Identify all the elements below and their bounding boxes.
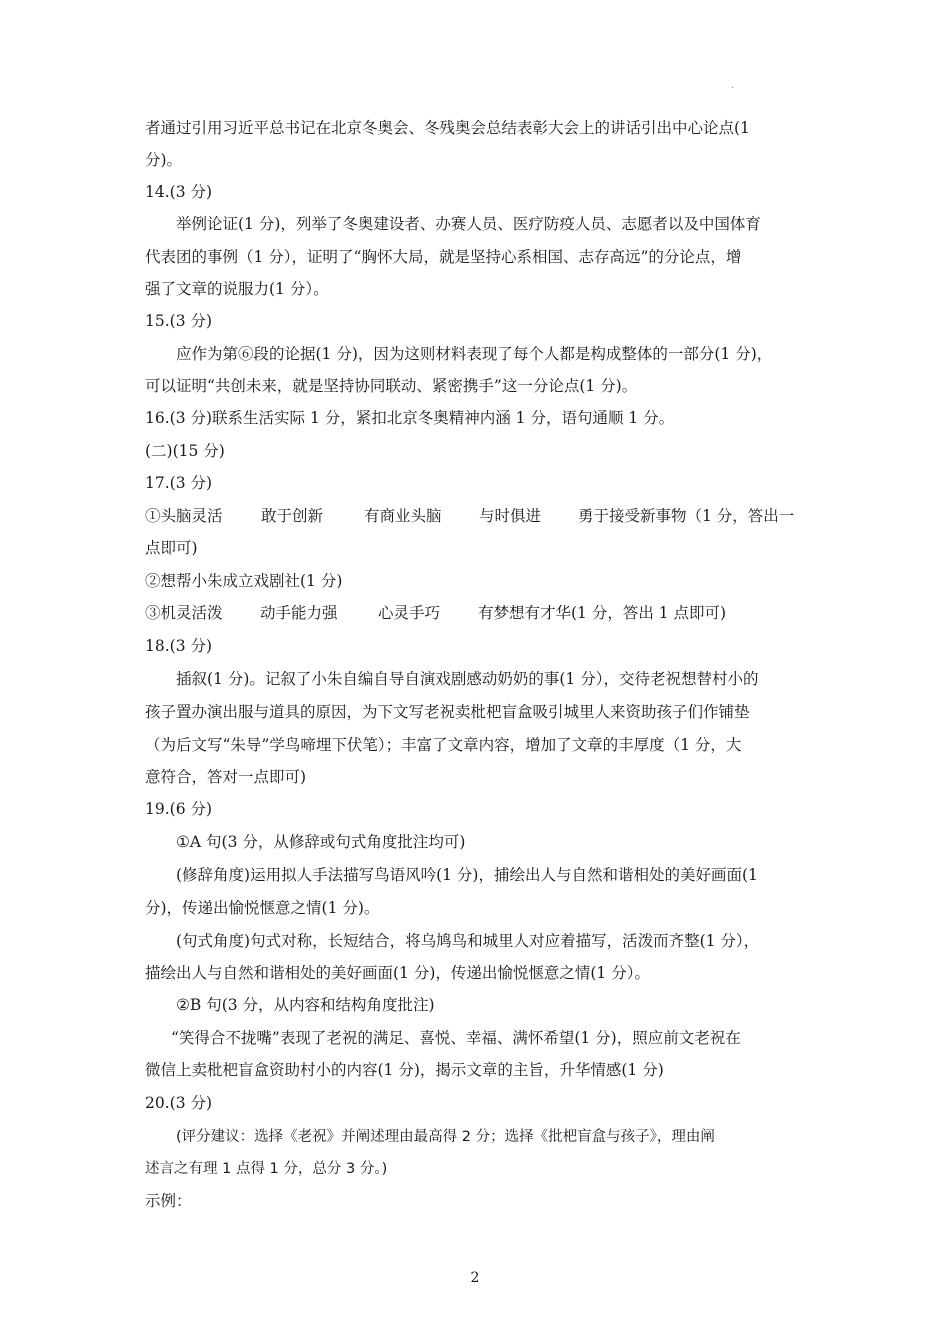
question-heading: 14.(3 分) — [145, 183, 213, 201]
text-line: 插叙(1 分)。记叙了小朱自编自导自演戏剧感动奶奶的事(1 分），交待老祝想替村小的 — [176, 670, 759, 688]
text-line: 者通过引用习近平总书记在北京冬奥会、冬残奥会总结表彰大会上的讲话引出中心论点(1 — [145, 119, 750, 137]
text-line: 分)，传递出愉悦惬意之情(1 分)。 — [145, 899, 380, 917]
scoring-note: 述言之有理 1 点得 1 分，总分 3 分。) — [145, 1161, 388, 1177]
text-line: “笑得合不拢嘴”表现了老祝的满足、喜悦、幸福、满怀希望(1 分)，照应前文老祝在 — [171, 1029, 741, 1047]
text-line: ①A 句(3 分，从修辞或句式角度批注均可) — [176, 833, 466, 851]
text-line: ②B 句(3 分，从内容和结构角度批注) — [176, 996, 435, 1014]
question-heading: 18.(3 分) — [145, 637, 213, 655]
question-heading: 17.(3 分) — [145, 474, 213, 492]
page-number: 2 — [470, 1270, 480, 1286]
answer-point: 敢于创新 — [261, 507, 324, 525]
question-heading: 15.(3 分) — [145, 312, 213, 330]
question-heading: 16.(3 分)联系生活实际 1 分，紧扣北京冬奥精神内涵 1 分，语句通顺 1 分。 — [145, 409, 675, 427]
answer-points-line — [145, 602, 810, 624]
answer-point: 有商业头脑 — [364, 507, 442, 525]
text-line: 意符合，答对一点即可) — [145, 768, 307, 786]
answer-point: 心灵手巧 — [378, 604, 441, 622]
text-line: 可以证明“共创未来，就是坚持协同联动、紧密携手”这一分论点(1 分)。 — [145, 377, 638, 395]
question-heading: 20.(3 分) — [145, 1094, 213, 1112]
answer-point: ③机灵活泼 — [145, 604, 223, 622]
text-line: 微信上卖枇杷盲盒资助村小的内容(1 分)，揭示文章的主旨，升华情感(1 分) — [145, 1061, 664, 1079]
section-heading: (二)(15 分) — [145, 442, 225, 460]
scoring-note: (评分建议：选择《老祝》并阐述理由最高得 2 分；选择《批杷盲盒与孩子》，理由阐 — [176, 1129, 715, 1145]
text-line: (句式角度)句式对称，长短结合，将乌鸠鸟和城里人对应着描写，活泼而齐整(1 分）， — [176, 932, 760, 950]
text-line: 应作为第⑥段的论据(1 分)，因为这则材料表现了每个人都是构成整体的一部分(1 分)， — [176, 345, 773, 363]
text-line: （为后文写“朱导”学鸟啼埋下伏笔）；丰富了文章内容，增加了文章的丰厚度（1 分，大 — [145, 736, 742, 754]
answer-points-line — [145, 505, 810, 527]
text-line: 强了文章的说服力(1 分）。 — [145, 280, 329, 298]
answer-point: 动手能力强 — [260, 604, 338, 622]
text-line: 示例： — [145, 1192, 192, 1210]
question-heading: 19.(6 分) — [145, 800, 213, 818]
text-line: 分)。 — [145, 151, 183, 169]
text-line: 举例论证(1 分)，列举了冬奥建设者、办赛人员、医疗防疫人员、志愿者以及中国体育 — [176, 215, 761, 233]
text-line: 代表团的事例（1 分），证明了“胸怀大局，就是坚持心系相国、志存高远”的分论点，增 — [145, 248, 742, 266]
text-line: ②想帮小朱成立戏剧社(1 分) — [145, 572, 343, 590]
text-line: 点即可) — [145, 539, 198, 557]
text-line: (修辞角度)运用拟人手法描写鸟语风吟(1 分)，捕绘出人与自然和谐相处的美好画面(1 — [176, 866, 758, 884]
answer-point: 勇于接受新事物（1 分，答出一 — [578, 507, 795, 525]
answer-point: 有梦想有才华(1 分，答出 1 点即可) — [478, 604, 727, 622]
text-line: 描绘出人与自然和谐相处的美好画面(1 分)，传递出愉悦惬意之情(1 分）。 — [145, 964, 650, 982]
text-line: 孩子置办演出服与道具的原因，为下文写老祝卖枇杷盲盒吸引城里人来资助孩子们作铺垫 — [145, 703, 750, 721]
answer-point: 与时俱进 — [479, 507, 542, 525]
scan-mark: . — [731, 80, 735, 91]
answer-point: ①头脑灵活 — [145, 507, 223, 525]
